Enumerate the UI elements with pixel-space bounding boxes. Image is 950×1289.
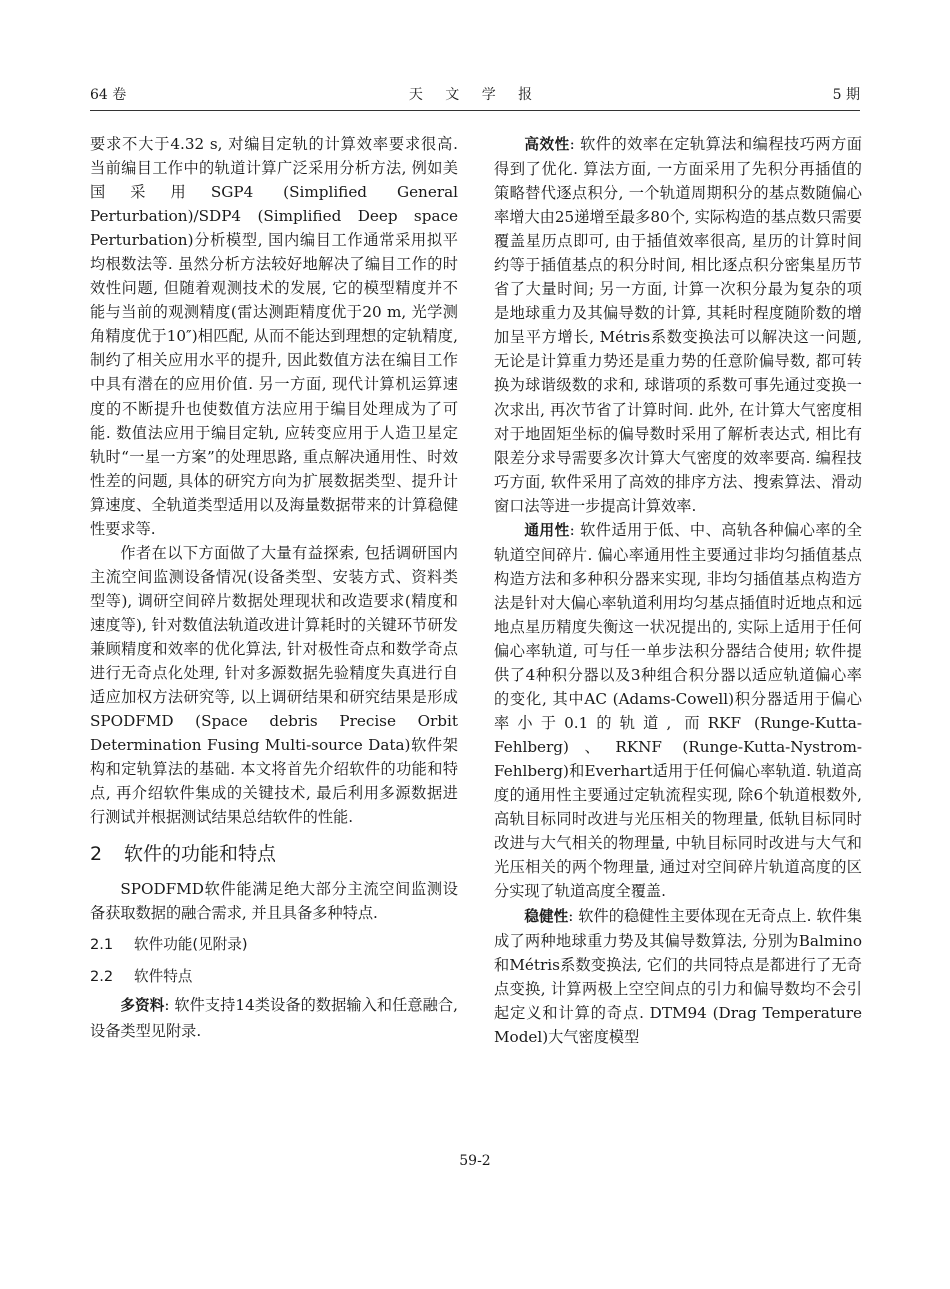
journal-title: 天 文 学 报 [408, 87, 542, 103]
feature-keyword: 高效性 [524, 136, 570, 153]
section-heading [90, 841, 458, 867]
paragraph: SPODFMD软件能满足绝大部分主流空间监测设备获取数据的融合需求, 并且具备多种特点. [90, 880, 458, 923]
subsection-title: 软件特点 [134, 968, 193, 986]
issue-label: 5 期 [832, 87, 860, 103]
subsection-heading [90, 965, 458, 989]
section-number: 2 [90, 843, 103, 866]
subsection-heading [90, 933, 458, 957]
paragraph-text: : 软件的效率在定轨算法和编程技巧两方面得到了优化. 算法方面, 一方面采用了先积分再插值的策略替代逐点积分, 一个轨道周期积分的基点数随偏心率增大由25递增至最多80个, 实际构造的基点数只需要覆盖星历点即可, 由于插值效率很高, 星历的计算时间约等于插值基点的积分时间, 相比逐点积分密集星历节省了大量时间; 另一方面, 计算一次积分最为复杂的项是地球重力及其偏导数的计算, 其耗时程度随阶数的增加呈平方增长, Métris系数变换法可以解决这一问题, 无论是计算重力势还是重力势的任意阶偏导数, 都可转换为球谐级数的求和, 球谐项的系数可事先通过变换一次求出, 再次节省了计算时间. 此外, 在计算大气密度相对于地固矩坐标的偏导数时采用了解析表达式, 相比有限差分求导需要多次计算大气密度的效率要高. 编程技巧方面, 软件采用了高效的排序方法、搜索算法、滑动窗口法等进一步提高计算效率. [494, 135, 862, 515]
left-column [90, 132, 458, 1043]
right-column [494, 132, 862, 1049]
subsection-title: 软件功能(见附录) [134, 936, 248, 954]
section-title: 软件的功能和特点 [124, 843, 277, 866]
paragraph [90, 993, 458, 1042]
paragraph-text: : 软件的稳健性主要体现在无奇点上. 软件集成了两种地球重力势及其偏导数算法, 分别为Balmino和Métris系数变换法, 它们的共同特点是都进行了无奇点变换, 计算两极上空空间点的引力和偏导数均不会引起定义和计算的奇点. DTM94 (Drag Temperature Model)大气密度模型 [494, 906, 862, 1046]
feature-keyword: 通用性 [524, 521, 570, 539]
paragraph [494, 904, 862, 1049]
feature-keyword: 多资料 [120, 997, 165, 1015]
subsection-number: 2.1 [90, 936, 114, 954]
feature-keyword: 稳健性 [524, 907, 569, 925]
subsection-number: 2.2 [90, 968, 114, 986]
paragraph [494, 518, 862, 904]
volume-label: 64 卷 [90, 87, 127, 103]
paragraph: 要求不大于4.32 s, 对编目定轨的计算效率要求很高. 当前编目工作中的轨道计算广泛采用分析方法, 例如美国采用SGP4 (Simplified General Perturbation)/SDP4 (Simplified Deep space Perturbation)分析模型, 国内编目工作通常采用拟平均根数法等. 虽然分析方法较好地解决了编目工作的时效性问题, 但随着观测技术的发展, 它的模型精度并不能与当前的观测精度(雷达测距精度优于20 m, 光学测角精度优于10″)相匹配, 从而不能达到理想的定轨精度, 制约了相关应用水平的提升, 因此数值方法在编目工作中具有潜在的应用价值. 另一方面, 现代计算机运算速度的不断提升也使数值方法应用于编目处理成为了可能. 数值法应用于编目定轨, 应转变应用于人造卫星定轨时“一星一方案”的处理思路, 重点解决通用性、时效性差的问题, 具体的研究方向为扩展数据类型、提升计算速度、全轨道类型适用以及海量数据带来的计算稳健性要求等. [90, 135, 458, 538]
paragraph-text: : 软件适用于低、中、高轨各种偏心率的全轨道空间碎片. 偏心率通用性主要通过非均匀插值基点构造方法和多种积分器来实现, 非均匀插值基点构造方法是针对大偏心率轨道利用均匀基点插值时近地点和远地点星历精度失衡这一状况提出的, 实际上适用于任何偏心率轨道, 可与任一单步法积分器结合使用; 软件提供了4种积分器以及3种组合积分器以适应轨道偏心率的变化, 其中AC (Adams-Cowell)积分器适用于偏心率小于0.1的轨道, 而RKF (Runge-Kutta-Fehlberg)、RKNF (Runge-Kutta-Nystrom-Fehlberg)和Everhart适用于任何偏心率轨道. 轨道高度的通用性主要通过定轨流程实现, 除6个轨道根数外, 高轨目标同时改进与光压相关的物理量, 低轨目标同时改进与大气相关的物理量, 中轨目标同时改进与大气和光压相关的两个物理量, 通过对空间碎片轨道高度的区分实现了轨道高度全覆盖. [494, 520, 862, 901]
page-number: 59-2 [459, 1153, 491, 1169]
paragraph: 作者在以下方面做了大量有益探索, 包括调研国内主流空间监测设备情况(设备类型、安装方式、资料类型等), 调研空间碎片数据处理现状和改造要求(精度和速度等), 针对数值法轨道改进计算耗时的关键环节研发兼顾精度和效率的优化算法, 针对极性奇点和数学奇点进行无奇点化处理, 针对多源数据先验精度失真进行自适应加权方法研究等, 以上调研结果和研究结果是形成SPODFMD (Space debris Precise Orbit Determination Fusing Multi-source Data)软件架构和定轨算法的基础. 本文将首先介绍软件的功能和特点, 再介绍软件集成的关键技术, 最后利用多源数据进行测试并根据测试结果总结软件的性能. [90, 543, 458, 827]
running-header [90, 84, 860, 106]
header-rule [90, 110, 860, 111]
paragraph-text: : 软件支持14类设备的数据输入和任意融合, 设备类型见附录. [90, 996, 458, 1040]
paragraph [494, 132, 862, 518]
